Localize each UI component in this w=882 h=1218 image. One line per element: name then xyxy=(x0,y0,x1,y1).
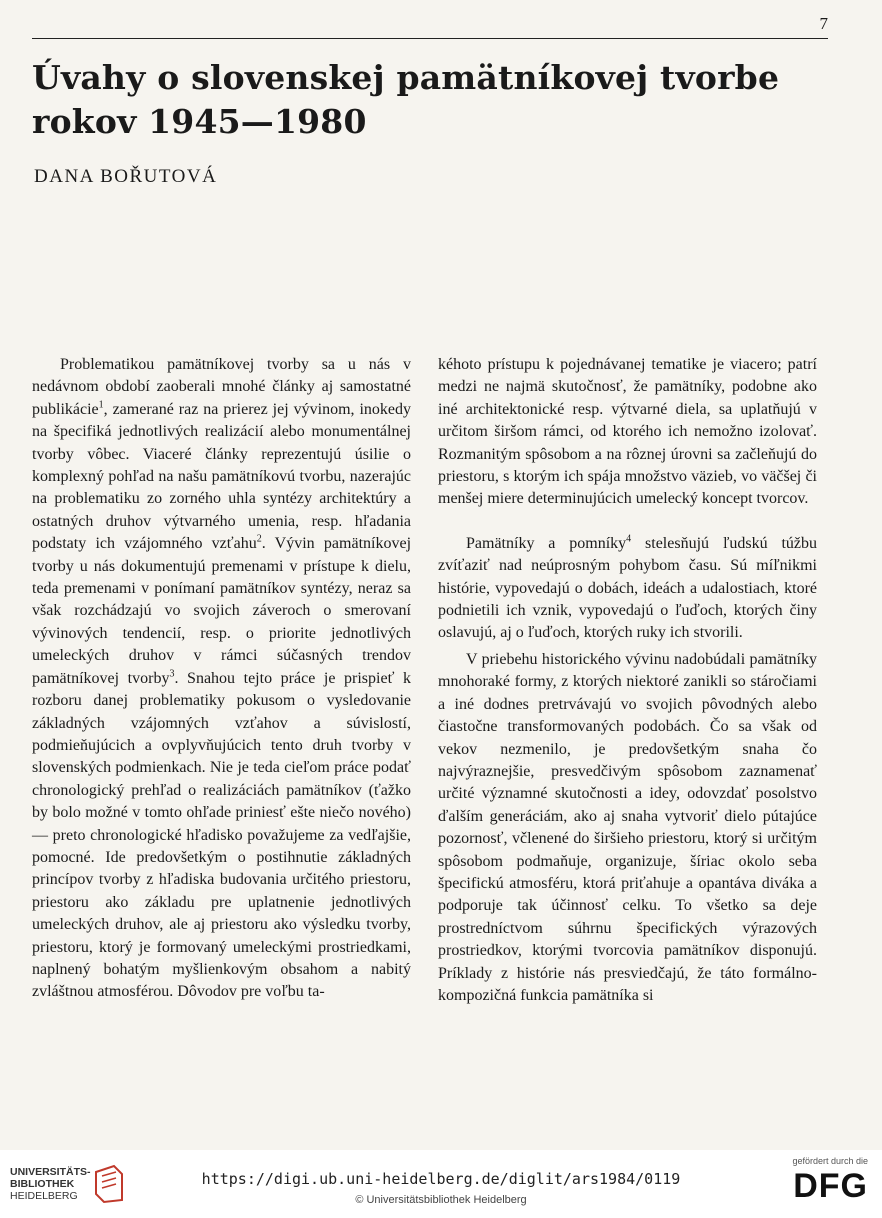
footnote-ref[interactable]: 2 xyxy=(256,533,262,545)
funder-caption: gefördert durch die xyxy=(792,1156,868,1166)
paragraph-text: , zamerané raz na prierez jej vývinom, inokedy na špecifiká jednotlivých realizácií alebo monumentálnej tvorby vôbec. Viaceré články reprezentujú úsilie o komplexný pohľad na našu pamätníkovú tvorbu, nazerajúc na problematiku zo zorného uhla syntézy architektúry a ostatných druhov výtvarného umenia, resp. hľadania podstaty ich vzájomného vzťahu xyxy=(32,400,411,553)
library-name-line: HEIDELBERG xyxy=(10,1190,78,1202)
header-rule xyxy=(32,38,828,39)
paragraph-text: stelesňujú ľudskú túžbu zvíťaziť nad neúprosným pohybom času. Sú míľnikmi histórie, vypovedajú o dobách, ideách a udalostiach, ktoré podnietili ich vznik, vypovedajú o ľuďoch, ktorých činy oslavujú, aj o ľuďoch, ktorých ruky ich stvorili. xyxy=(438,534,817,642)
funder-logo[interactable] xyxy=(778,1156,868,1212)
source-url[interactable]: https://digi.ub.uni-heidelberg.de/diglit/ars1984/0119 xyxy=(201,1170,681,1188)
footnote-ref[interactable]: 3 xyxy=(169,668,175,680)
paragraph-text: Pamätníky a pomníky xyxy=(466,534,627,552)
library-name-line: BIBLIOTHEK xyxy=(10,1178,75,1190)
paragraph xyxy=(438,533,817,645)
paragraph-text: . Vývin pamätníkovej tvorby u nás dokumentujú premenami v prístupe k dielu, teda premenami v ponímaní pamätníkov syntézy, neraz sa však rozchádzajú vo svojich záveroch o smerovaní vývinových tendencií, resp. o priorite jednotlivých umeleckých druhov v rámci súčasných trendov pamätníkovej tvorby xyxy=(32,535,412,687)
dfg-logo-text: DFG xyxy=(793,1167,868,1205)
page-number: 7 xyxy=(819,14,828,33)
article-author: DANA BOŘUTOVÁ xyxy=(34,166,218,187)
footnote-ref[interactable]: 4 xyxy=(626,533,632,545)
footer-bar xyxy=(0,1150,882,1218)
right-column xyxy=(438,354,817,1007)
footnote-ref[interactable]: 1 xyxy=(98,399,104,411)
library-name-line: UNIVERSITÄTS- xyxy=(10,1166,91,1178)
paragraph xyxy=(32,354,411,1004)
paragraph-text: . Snahou tejto práce je prispieť k rozboru danej problematiky pokusom o vysledovanie základných vzájomných vzťahov a súvislostí, podmieňujúcich a ovplyvňujúcich tento druh tvorby v slovenských podmienkach. Nie je teda cieľom práce podať chronologický prehľad o realizáciách pamätníkov (ťažko by bolo možné v tomto ohľade priniesť ešte niečo nového) — preto chronologické hľadisko považujeme za vedľajšie, pomocné. Ide predovšetkým o postihnutie základných princípov tvorby z hľadiska budovania určitého priestoru, priestoru ako základu pre uplatnenie jednotlivých umeleckých druhov, ale aj priestoru ako výsledku tvorby, priestoru, ktorý je formovaný umeleckými prostriedkami, naplnený bohatým myšlienkovým obsahom a nabitý zvláštnou atmosférou. Dôvodov pre voľbu ta- xyxy=(32,669,412,1001)
left-column xyxy=(32,354,411,1004)
copyright-notice: © Universitätsbibliothek Heidelberg xyxy=(355,1194,527,1206)
paragraph: kéhoto prístupu k pojednávanej tematike je viacero; patrí medzi ne najmä skutočnosť, že pamätníky, podobne ako iné architektonické resp. výtvarné diela, sa uplatňujú v určitom širšom rámci, od ktorého ich nemožno izolovať. Rozmanitým spôsobom a na rôznej úrovni sa začleňujú do priestoru, s ktorým ich spája množstvo väzieb, vo väčšej či menšej miere determinujúcich umelecký koncept tvorcov. xyxy=(438,356,817,508)
paragraph: V priebehu historického vývinu nadobúdali pamätníky mnohoraké formy, z ktorých niektoré zanikli so stáročiami a iné dodnes pretrvávajú vo svojich pôvodných alebo čiastočne transformovaných podobách. Čo sa však od vekov nezmenilo, je predovšetkým snaha čo najvýraznejšie, presvedčivým spôsobom zaznamenať určité významné skutočnosti a idey, odovzdať posolstvo ďalším generáciám, ako aj snaha vytvoriť dielo pútajúce pozornosť, včlenené do širšieho priestoru, ktorý si určitým spôsobom podmaňuje, organizuje, šíriac okolo seba špecifickú atmosféru, ktorá priťahuje a opantáva diváka a podporuje tak účinnosť celku. To všetko sa deje prostredníctvom súhrnu špecifických výrazových prostriedkov, ktorými tvorcovia pamätníkov disponujú. Príklady z histórie nás presviedčajú, že táto formálno-kompozičná funkcia pamätníka si xyxy=(438,650,817,1004)
article-title: Úvahy o slovenskej pamätníkovej tvorbe rokov 1945—1980 xyxy=(32,58,780,141)
paragraph-text: Problematikou pamätníkovej tvorby sa u nás v nedávnom období zaoberali mnohé články aj samostatné publikácie xyxy=(32,356,411,418)
